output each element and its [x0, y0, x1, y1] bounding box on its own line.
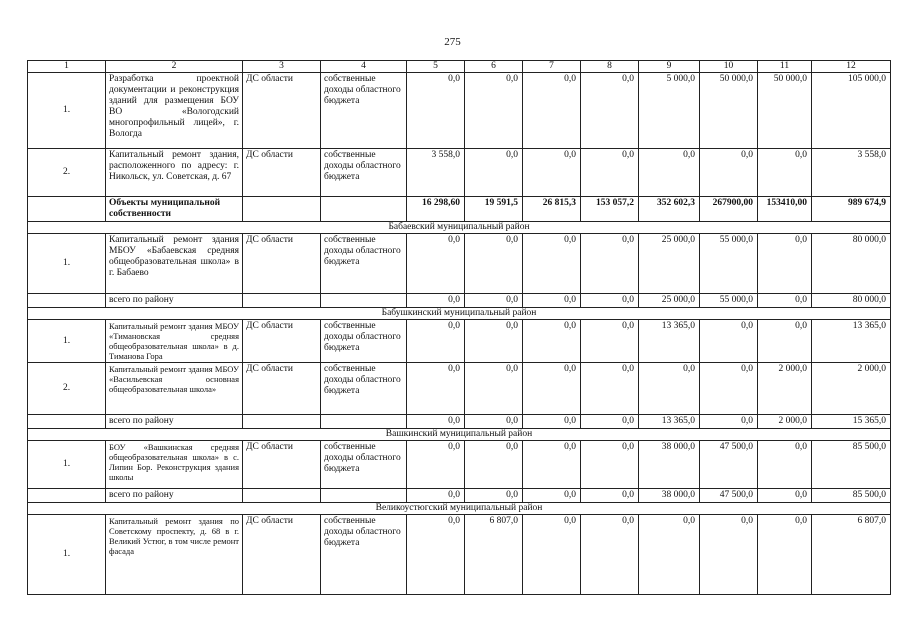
funding-type: собственные доходы областного бюджета [321, 441, 407, 489]
table-row [28, 363, 891, 415]
amount-cell: 50 000,0 [700, 73, 758, 149]
amount-cell: 0,0 [407, 320, 465, 363]
spacer-cell [28, 415, 106, 429]
amount-cell: 0,0 [581, 73, 639, 149]
funding-source: ДС области [243, 363, 321, 415]
object-name: Капитальный ремонт здания по Советскому проспекту, д. 68 в г. Великий Устюг, в том числе ремонт фасада [106, 515, 243, 595]
amount-cell: 0,0 [465, 363, 523, 415]
amount-cell: 0,0 [523, 320, 581, 363]
column-number: 11 [758, 61, 812, 73]
district-header-row [28, 429, 891, 441]
subtotal-amount: 0,0 [758, 489, 812, 503]
column-number: 4 [321, 61, 407, 73]
district-header-row [28, 308, 891, 320]
amount-cell: 0,0 [700, 149, 758, 197]
amount-cell: 0,0 [758, 149, 812, 197]
amount-cell: 0,0 [465, 73, 523, 149]
amount-cell: 13 365,0 [812, 320, 891, 363]
page-number: 275 [444, 36, 461, 48]
spacer-cell [243, 489, 321, 503]
amount-cell: 3 558,0 [407, 149, 465, 197]
amount-cell: 0,0 [407, 441, 465, 489]
spacer-cell [243, 294, 321, 308]
table-row [28, 73, 891, 149]
column-number: 5 [407, 61, 465, 73]
row-number: 1. [28, 515, 106, 595]
amount-cell: 0,0 [639, 515, 700, 595]
subtotal-amount: 25 000,0 [639, 294, 700, 308]
row-number: 1. [28, 320, 106, 363]
spacer-cell [243, 415, 321, 429]
amount-cell: 0,0 [700, 363, 758, 415]
subtotal-amount: 0,0 [465, 415, 523, 429]
amount-cell: 0,0 [523, 515, 581, 595]
table-row [28, 441, 891, 489]
total-amount: 153410,00 [758, 197, 812, 222]
amount-cell: 47 500,0 [700, 441, 758, 489]
spacer-cell [321, 415, 407, 429]
subtotal-amount: 0,0 [407, 294, 465, 308]
subtotal-amount: 0,0 [523, 415, 581, 429]
amount-cell: 0,0 [581, 363, 639, 415]
amount-cell: 25 000,0 [639, 234, 700, 294]
total-amount: 153 057,2 [581, 197, 639, 222]
subtotal-amount: 80 000,0 [812, 294, 891, 308]
total-amount: 267900,00 [700, 197, 758, 222]
funding-type: собственные доходы областного бюджета [321, 149, 407, 197]
column-number: 10 [700, 61, 758, 73]
object-name: Разработка проектной документации и реконструкция зданий для размещения БОУ ВО «Вологодский многопрофильный лицей», г. Вологда [106, 73, 243, 149]
amount-cell: 0,0 [700, 320, 758, 363]
column-number: 6 [465, 61, 523, 73]
spacer-cell [243, 197, 321, 222]
spacer-cell [28, 489, 106, 503]
subtotal-amount: 0,0 [407, 489, 465, 503]
subtotal-amount: 55 000,0 [700, 294, 758, 308]
subtotal-amount: 0,0 [523, 489, 581, 503]
amount-cell: 2 000,0 [758, 363, 812, 415]
funding-source: ДС области [243, 515, 321, 595]
amount-cell: 50 000,0 [758, 73, 812, 149]
total-row [28, 197, 891, 222]
column-number: 1 [28, 61, 106, 73]
funding-source: ДС области [243, 149, 321, 197]
amount-cell: 0,0 [639, 363, 700, 415]
spacer-cell [321, 197, 407, 222]
amount-cell: 0,0 [523, 363, 581, 415]
row-number: 1. [28, 73, 106, 149]
district-name: Бабаевский муниципальный район [28, 222, 891, 234]
row-number: 1. [28, 441, 106, 489]
object-name: Капитальный ремонт здания МБОУ «Тимановская средняя общеобразовательная школа» в д. Тиманова Гора [106, 320, 243, 363]
spacer-cell [28, 294, 106, 308]
amount-cell: 38 000,0 [639, 441, 700, 489]
amount-cell: 0,0 [523, 73, 581, 149]
total-amount: 352 602,3 [639, 197, 700, 222]
column-number: 12 [812, 61, 891, 73]
object-name: БОУ «Вашкинская средняя общеобразовательная школа» в с. Липин Бор. Реконструкция здания школы [106, 441, 243, 489]
subtotal-amount: 13 365,0 [639, 415, 700, 429]
object-name: Капитальный ремонт здания МБОУ «Васильевская основная общеобразовательная школа» [106, 363, 243, 415]
amount-cell: 2 000,0 [812, 363, 891, 415]
column-number: 3 [243, 61, 321, 73]
column-number: 8 [581, 61, 639, 73]
amount-cell: 0,0 [523, 234, 581, 294]
district-name: Великоустюгский муниципальный район [28, 503, 891, 515]
table-row [28, 234, 891, 294]
district-header-row [28, 503, 891, 515]
column-number: 9 [639, 61, 700, 73]
amount-cell: 0,0 [523, 149, 581, 197]
amount-cell: 85 500,0 [812, 441, 891, 489]
amount-cell: 0,0 [407, 515, 465, 595]
funding-source: ДС области [243, 441, 321, 489]
amount-cell: 0,0 [465, 320, 523, 363]
amount-cell: 6 807,0 [465, 515, 523, 595]
district-total-row [28, 489, 891, 503]
amount-cell: 0,0 [581, 234, 639, 294]
funding-type: собственные доходы областного бюджета [321, 73, 407, 149]
amount-cell: 80 000,0 [812, 234, 891, 294]
table-row [28, 320, 891, 363]
object-name: Капитальный ремонт здания МБОУ «Бабаевская средняя общеобразовательная школа» в г. Бабаево [106, 234, 243, 294]
district-name: Бабушкинский муниципальный район [28, 308, 891, 320]
table-row [28, 515, 891, 595]
subtotal-amount: 85 500,0 [812, 489, 891, 503]
total-amount: 16 298,60 [407, 197, 465, 222]
amount-cell: 0,0 [758, 515, 812, 595]
subtotal-amount: 47 500,0 [700, 489, 758, 503]
amount-cell: 0,0 [581, 149, 639, 197]
spacer-cell [321, 489, 407, 503]
district-name: Вашкинский муниципальный район [28, 429, 891, 441]
funding-source: ДС области [243, 234, 321, 294]
funding-type: собственные доходы областного бюджета [321, 320, 407, 363]
row-number: 2. [28, 149, 106, 197]
amount-cell: 0,0 [523, 441, 581, 489]
amount-cell: 0,0 [465, 149, 523, 197]
subtotal-amount: 2 000,0 [758, 415, 812, 429]
amount-cell: 0,0 [581, 441, 639, 489]
total-amount: 26 815,3 [523, 197, 581, 222]
subtotal-amount: 0,0 [465, 294, 523, 308]
amount-cell: 0,0 [465, 234, 523, 294]
subtotal-amount: 0,0 [407, 415, 465, 429]
amount-cell: 3 558,0 [812, 149, 891, 197]
funding-type: собственные доходы областного бюджета [321, 515, 407, 595]
subtotal-amount: 0,0 [758, 294, 812, 308]
row-number: 2. [28, 363, 106, 415]
amount-cell: 0,0 [581, 320, 639, 363]
funding-source: ДС области [243, 73, 321, 149]
subtotal-amount: 15 365,0 [812, 415, 891, 429]
column-number-row [28, 61, 891, 73]
amount-cell: 6 807,0 [812, 515, 891, 595]
row-number: 1. [28, 234, 106, 294]
total-amount: 19 591,5 [465, 197, 523, 222]
district-header-row [28, 222, 891, 234]
amount-cell: 0,0 [407, 363, 465, 415]
spacer-cell [321, 294, 407, 308]
column-number: 7 [523, 61, 581, 73]
subtotal-amount: 0,0 [581, 489, 639, 503]
column-number: 2 [106, 61, 243, 73]
subtotal-label: всего по району [106, 294, 243, 308]
amount-cell: 0,0 [758, 234, 812, 294]
amount-cell: 0,0 [639, 149, 700, 197]
amount-cell: 55 000,0 [700, 234, 758, 294]
subtotal-amount: 0,0 [465, 489, 523, 503]
amount-cell: 105 000,0 [812, 73, 891, 149]
budget-table [27, 60, 891, 595]
district-total-row [28, 294, 891, 308]
subtotal-amount: 0,0 [700, 415, 758, 429]
subtotal-label: всего по району [106, 415, 243, 429]
amount-cell: 0,0 [700, 515, 758, 595]
total-label: Объекты муниципальной собственности [106, 197, 243, 222]
funding-type: собственные доходы областного бюджета [321, 234, 407, 294]
subtotal-amount: 0,0 [523, 294, 581, 308]
subtotal-amount: 0,0 [581, 415, 639, 429]
spacer-cell [28, 197, 106, 222]
amount-cell: 0,0 [581, 515, 639, 595]
subtotal-amount: 38 000,0 [639, 489, 700, 503]
amount-cell: 5 000,0 [639, 73, 700, 149]
subtotal-label: всего по району [106, 489, 243, 503]
amount-cell: 0,0 [758, 320, 812, 363]
table-row [28, 149, 891, 197]
amount-cell: 0,0 [465, 441, 523, 489]
total-amount: 989 674,9 [812, 197, 891, 222]
amount-cell: 0,0 [407, 73, 465, 149]
amount-cell: 0,0 [407, 234, 465, 294]
object-name: Капитальный ремонт здания, расположенного по адресу: г. Никольск, ул. Советская, д. 67 [106, 149, 243, 197]
subtotal-amount: 0,0 [581, 294, 639, 308]
amount-cell: 0,0 [758, 441, 812, 489]
funding-type: собственные доходы областного бюджета [321, 363, 407, 415]
funding-source: ДС области [243, 320, 321, 363]
amount-cell: 13 365,0 [639, 320, 700, 363]
district-total-row [28, 415, 891, 429]
